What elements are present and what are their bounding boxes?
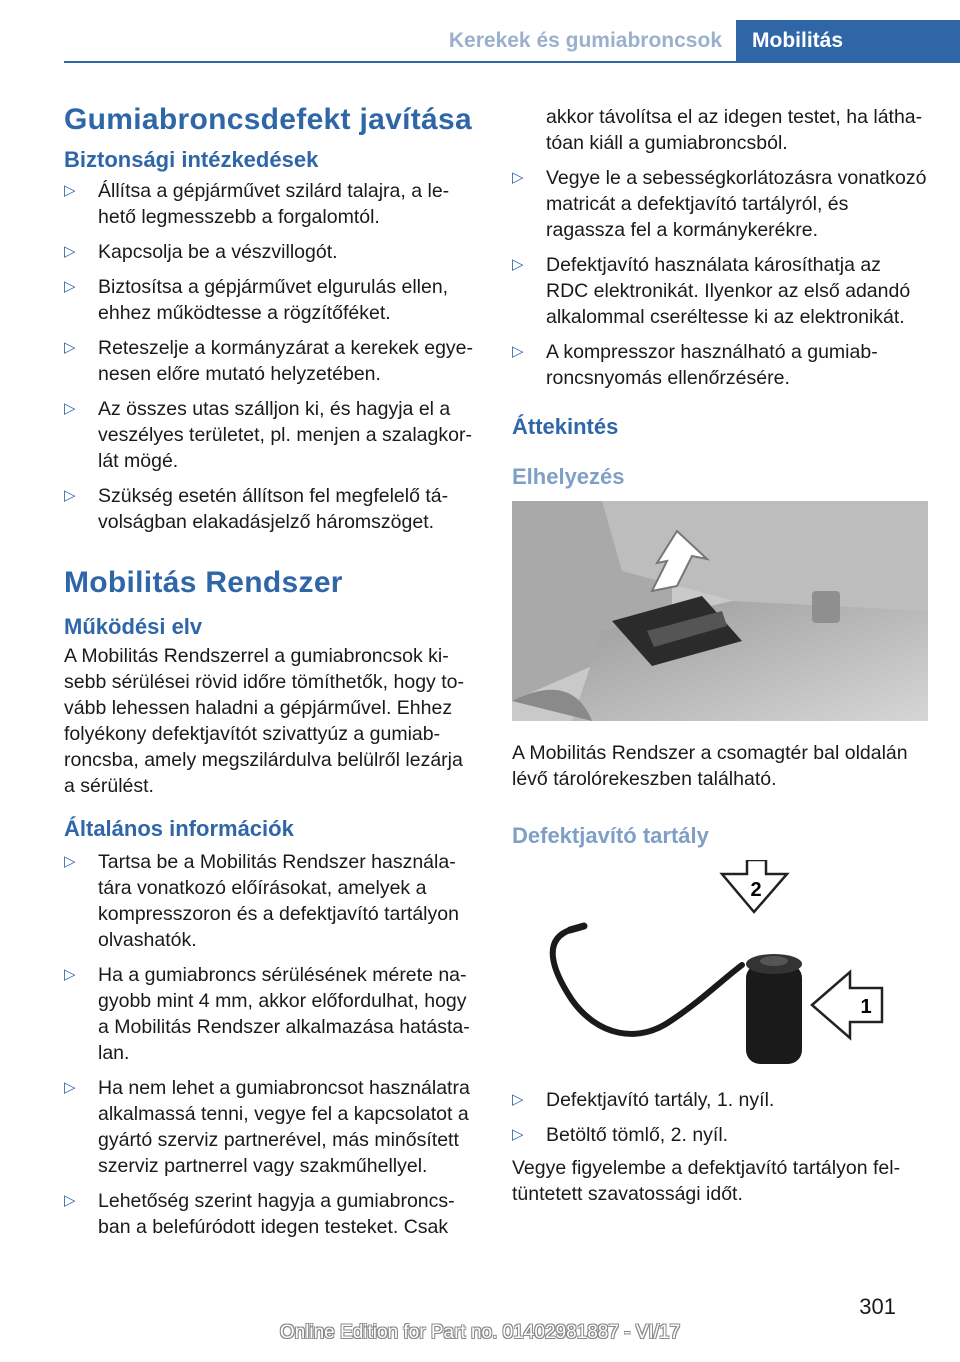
header-section: Kerekek és gumiabroncsok — [448, 29, 722, 52]
mobility-title: Mobilitás Rendszer — [64, 566, 343, 599]
list-item: ▷ A kompresszor használható a gumiabroncsnyomás ellenőrzésére. — [512, 339, 928, 391]
container-note: Vegye figyelembe a defektjavító tartályon feltüntetett szavatossági időt. — [512, 1157, 901, 1205]
list-item: ▷ Betöltő tömlő, 2. nyíl. — [512, 1122, 928, 1148]
list-item: ▷ Szükség esetén állítson fel megfelelő távolságban elakadásjelző háromszöget. — [64, 483, 476, 535]
safety-heading: Biztonsági intézkedések — [64, 147, 319, 172]
location-heading: Elhelyezés — [512, 464, 625, 489]
principle-heading: Működési elv — [64, 614, 203, 639]
right-column — [512, 100, 928, 1207]
safety-list — [64, 178, 476, 535]
list-item: ▷ Defektjavító tartály, 1. nyíl. — [512, 1087, 928, 1113]
trunk-compartment-photo — [512, 501, 928, 721]
list-item: ▷ Reteszelje a kormányzárat a kerekek egyenesen előre mutató helyzetében. — [64, 335, 476, 387]
list-item: ▷ Defektjavító használata károsíthatja az RDC elektronikát. Ilyenkor az első adandó alkalommal cseréltesse ki az elektronikát. — [512, 252, 928, 330]
list-item: ▷ Lehetőség szerint hagyja a gumiabroncsban a belefúródott idegen testeket. Csak — [64, 1188, 476, 1240]
arrow-1-label: 1 — [860, 996, 872, 1018]
list-item: ▷ Állítsa a gépjárművet szilárd talajra, a lehető legmesszebb a forgalomtól. — [64, 178, 476, 230]
right-list — [512, 165, 928, 391]
header-chapter: Mobilitás — [736, 20, 960, 62]
general-heading: Általános információk — [64, 816, 294, 841]
list-item: ▷ Ha nem lehet a gumiabroncsot használatra alkalmassá tenni, vegye fel a kapcsolatot a gyártó szerviz partnerével, más minősített szerviz partnerrel vagy szakműhellyel. — [64, 1075, 476, 1179]
page-number: 301 — [859, 1294, 896, 1319]
list-item: ▷ Kapcsolja be a vészvillogót. — [64, 239, 476, 265]
sealant-container-drawing — [512, 860, 928, 1070]
principle-text: A Mobilitás Rendszerrel a gumiabroncsok kisebb sérülései rövid időre tömíthetők, hogy tovább lehessen haladni a gépjárművel. Ehhez folyékony defektjavítót szivattyúz a gumiabroncsba, amely megszilárdulva belülről lezárja a sérülést. — [64, 645, 464, 797]
footer-edition: Online Edition for Part no. 01402981887 - VI/17 — [279, 1322, 681, 1343]
container-list — [512, 1087, 928, 1148]
list-item: ▷ Tartsa be a Mobilitás Rendszer használatára vonatkozó előírásokat, amelyek a kompresszoron és a defektjavító tartályon olvashatók. — [64, 849, 476, 953]
overview-heading: Áttekintés — [512, 414, 619, 439]
list-item: ▷ Az összes utas szálljon ki, és hagyja el a veszélyes területet, pl. menjen a szalagkorlát mögé. — [64, 396, 476, 474]
page-title: Gumiabroncsdefekt javítása — [64, 103, 472, 136]
list-item: ▷ Vegye le a sebességkorlátozásra vonatkozó matricát a defektjavító tartályról, és ragassza fel a kormánykerékre. — [512, 165, 928, 243]
container-heading: Defektjavító tartály — [512, 823, 709, 848]
left-column — [64, 100, 476, 1249]
general-list — [64, 849, 476, 1240]
arrow-2-label: 2 — [750, 879, 762, 901]
list-item: ▷ Ha a gumiabroncs sérülésének mérete nagyobb mint 4 mm, akkor előfordulhat, hogy a Mobilitás Rendszer alkalmazása hatástalan. — [64, 962, 476, 1066]
location-text: A Mobilitás Rendszer a csomagtér bal oldalán lévő tárolórekeszben található. — [512, 742, 908, 790]
header-rule — [64, 61, 960, 63]
continuation-text: akkor távolítsa el az idegen testet, ha láthatóan kiáll a gumiabroncsból. — [546, 106, 923, 154]
list-item: ▷ Biztosítsa a gépjárművet elgurulás ellen, ehhez működtesse a rögzítőféket. — [64, 274, 476, 326]
